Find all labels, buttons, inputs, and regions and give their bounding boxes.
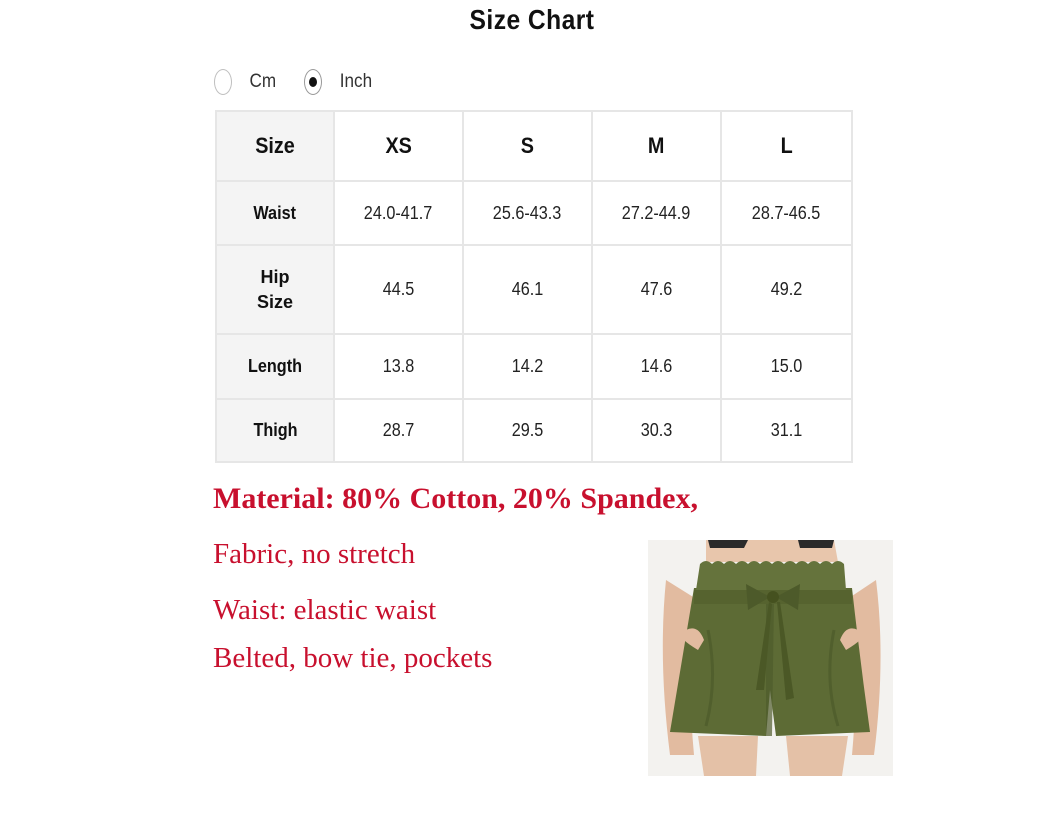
row-label-hip-line1: Hip: [260, 266, 290, 287]
table-row-length: [216, 334, 852, 399]
product-photo: [648, 540, 893, 776]
waist-note: Waist: elastic waist: [213, 594, 437, 626]
table-cell: 15.0: [721, 334, 852, 399]
page-title: Size Chart: [469, 4, 595, 35]
header-cell-m: M: [592, 111, 721, 181]
table-cell: 30.3: [592, 399, 721, 462]
shorts-illustration: [648, 540, 893, 776]
row-label-thigh: Thigh: [216, 399, 334, 462]
table-cell: 27.2-44.9: [592, 181, 721, 245]
table-row-thigh: [216, 399, 852, 462]
unit-label-cm: Cm: [249, 71, 277, 92]
unit-option-cm[interactable]: [214, 66, 278, 98]
fabric-note: Fabric, no stretch: [213, 538, 416, 570]
radio-selected-icon[interactable]: [304, 69, 322, 95]
table-cell: 31.1: [721, 399, 852, 462]
table-cell: 14.2: [463, 334, 592, 399]
size-table: [215, 110, 853, 463]
table-cell: 28.7: [334, 399, 463, 462]
table-cell: 13.8: [334, 334, 463, 399]
row-label-hip-line2: Size: [256, 291, 294, 312]
table-cell: 46.1: [463, 245, 592, 334]
header-cell-l: L: [721, 111, 852, 181]
table-cell: 24.0-41.7: [334, 181, 463, 245]
radio-unselected-icon[interactable]: [214, 69, 232, 95]
row-label-hip-size: [216, 245, 334, 334]
row-label-waist: Waist: [216, 181, 334, 245]
table-cell: 44.5: [334, 245, 463, 334]
table-cell: 47.6: [592, 245, 721, 334]
header-cell-s: S: [463, 111, 592, 181]
unit-option-inch[interactable]: [304, 66, 374, 98]
table-row-waist: [216, 181, 852, 245]
table-cell: 49.2: [721, 245, 852, 334]
row-label-length: Length: [216, 334, 334, 399]
table-cell: 25.6-43.3: [463, 181, 592, 245]
header-cell-xs: XS: [334, 111, 463, 181]
table-row-hip-size: [216, 245, 852, 334]
table-cell: 28.7-46.5: [721, 181, 852, 245]
table-cell: 14.6: [592, 334, 721, 399]
header-cell-size: Size: [216, 111, 334, 181]
features-note: Belted, bow tie, pockets: [213, 642, 493, 674]
material-note: Material: 80% Cotton, 20% Spandex,: [213, 482, 698, 515]
unit-label-inch: Inch: [339, 71, 373, 92]
table-cell: 29.5: [463, 399, 592, 462]
table-header-row: [216, 111, 852, 181]
